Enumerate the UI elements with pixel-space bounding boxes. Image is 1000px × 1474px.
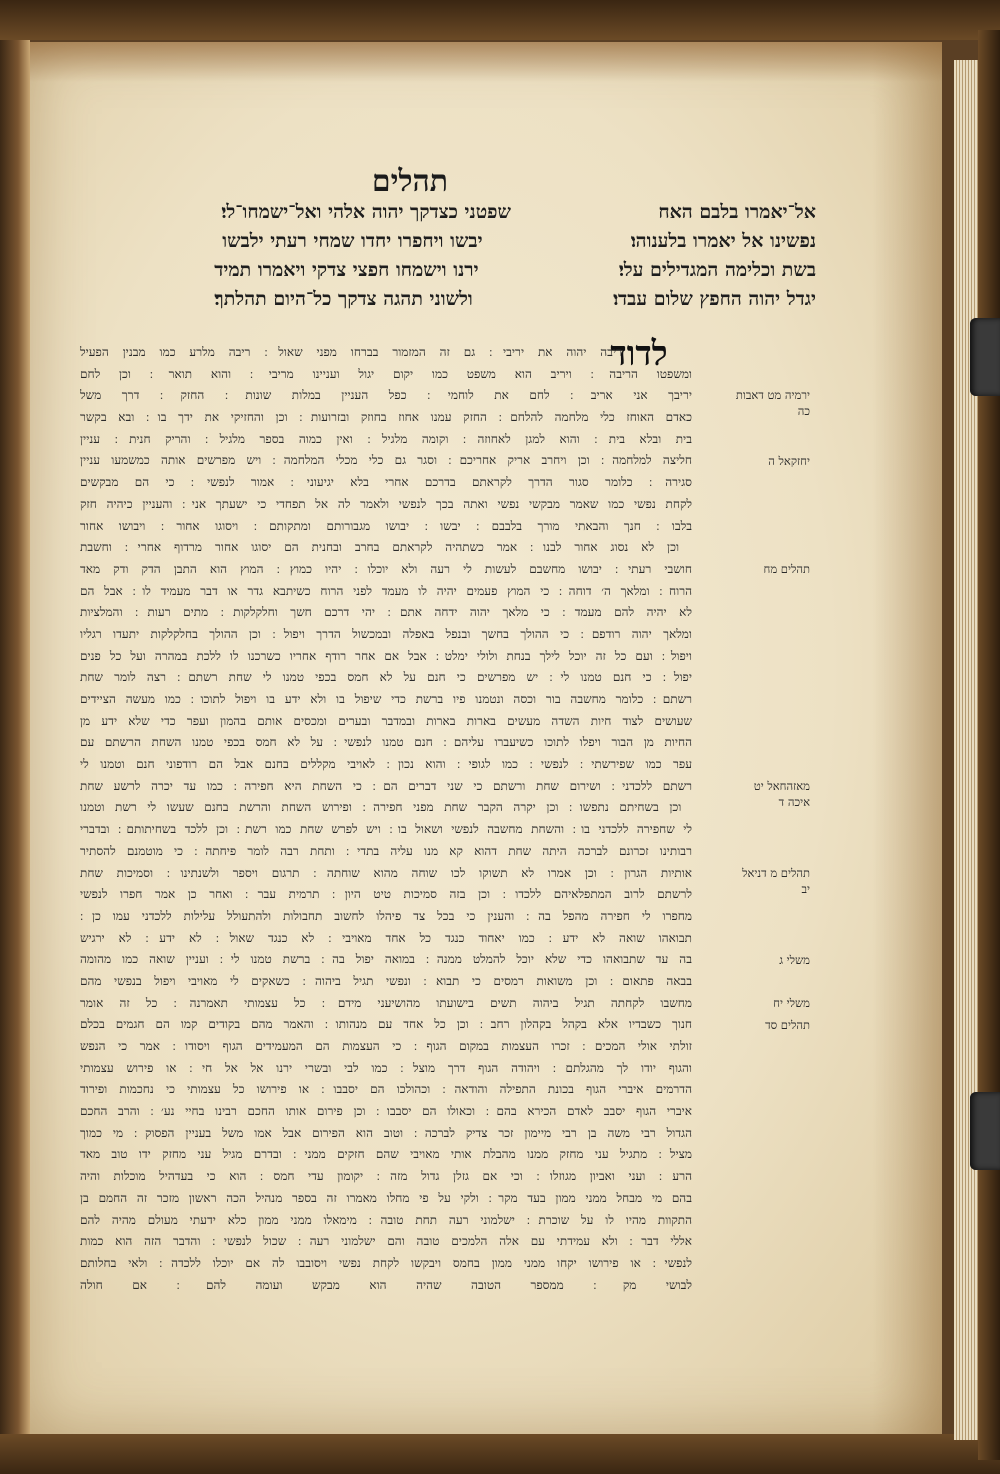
clasp-top [970, 318, 1000, 396]
margin-note: תהלים סד [765, 1017, 810, 1032]
psalm-line [74, 256, 816, 285]
commentary-line: אללי דבר ׃ ולא עמידתי עם אלה הלמכים טובה והם ישלמוני רעה ׃ שכול לנפשי ׃ והדבר הזה הוא כמות [80, 1234, 692, 1249]
commentary-line: איברי הגוף יסבב לאדם הכירא בהם ׃ וכאולו הם יסבבו ׃ וכן פירום אותו החכם רבינו בחיי נע׳ ׃ והרב החכם [80, 1104, 692, 1119]
commentary-line: עפר כמו שפירשתי ׃ לנפשי ׃ כמו לגופי ׃ והוא נכון ׃ לאויבי מקללים בחנם אבל הם רודפוני חנם וטמנו לי [80, 757, 692, 772]
psalm-line [74, 198, 816, 227]
commentary-line: לנפשי ׃ או פירושו יקחו ממני ממון בחמס ויבקשו לקחת נפשי ויסובבו לה אם יוכלו ללכדה ׃ ולאי בחלותם [80, 1255, 692, 1270]
commentary-line: יפול ׃ כי חנם טמנו לי ׃ יש מפרשים כי חנם על לא חמס בכפי טמנו לי שחת רשתם ׃ רצה לומר שחת [80, 670, 692, 685]
book-binding-left [0, 0, 30, 1474]
commentary-line: יריבך אני אריב ׃ לחם את לוחמי ׃ כפל העניין במלות שונות ׃ החזק ׃ דרך משל [80, 388, 692, 403]
commentary-line: שעושים לצוד חיות השדה מעשים בארות בארות ובמדבר ובערים ומכסים אותם בהמון ועפר כדי שלא ידע מן [80, 713, 692, 728]
page-edges [954, 60, 980, 1440]
commentary-line: בית ובלא בית ׃ והוא למגן לאחוזה ׃ וקומה מלגיל ׃ ואין כמוה בספר מלגיל ׃ והריק חנית ׃ עניין [80, 431, 692, 446]
commentary-line: רבותינו זכרונם לברכה היתה שחת דהוא קא מנו עליה בתדי ׃ ותחת רבה לומר פיחתה ׃ כי מוטמנם להסתיר [80, 843, 692, 858]
margin-note: יחזקאל ה [768, 453, 810, 468]
commentary-line: חושבי רעתי ׃ יבושו מחשבם לעשות לי רעה ולא יוכלו ׃ יהיו כמוץ ׃ המוץ הוא התבן הדק ודק מאד [80, 561, 692, 576]
commentary-line: והגוף יודו לך מהגלתם ׃ ויהודה הגוף דרך מוצל ׃ כמו לבי ובשרי ירנו אל אל חי ׃ או פירוש עצמותי [80, 1060, 692, 1075]
commentary-line: לא יהיה להם מעמד ׃ כי מלאך יהוה ידחה אתם ׃ יהי דרכם חשך וחלקלקות ׃ מתים רעות ׃ והמלציות [80, 605, 692, 620]
commentary-line: רשתם ׃ כלומר מחשבה בור וכסה ונטמנו פיו ברשת כדי שיפול בו ולא ידע בו ויפול לתוכו ׃ כמו מעשה הציידים [80, 692, 692, 706]
commentary-line: חליצה למלחמה ׃ וכן ויחרב אריק אחריכם ׃ וסגר גם כלי מכלי המלחמה ׃ ויש מפרשים אותה כמשמעו עניין [80, 453, 692, 468]
commentary-line: ׃ וכן לא נסוג אחור לבנו ׃ אמר כשתהיה לקראתם בחרב ובחנית הם יסוגו אחור מרדוף אחרי ׃ וחשבת [80, 540, 692, 555]
commentary-line: חנוך כשבדיו אלא בקהל בקהלון רחב ׃ וכן כל אחד עם מנהותו ׃ והאמר מהם בקודים קמו הם חגמים בכלם [80, 1017, 692, 1032]
psalm-line-middle: ירנו וישמחו חפצי צדקי ויאמרו תמיד [214, 259, 479, 281]
margin-note: מאזהחאל יט איכה ד [753, 779, 810, 809]
commentary-line: תבואהו שואה לא ידע ׃ כמו יאחוד כנגד כל אחד מאויבי ׃ לא כנגד שאול ׃ לא ידע ׃ לא ירגיש [80, 930, 692, 945]
commentary-line: מחשבו לקחתה תגיל ביהוה תשים בישועתו מהושיעני מידם ׃ כל עצמותי תאמרנה ׃ כל זה אומר [80, 995, 692, 1010]
margin-note: תהלים מ דניאל יב [742, 865, 810, 896]
psalm-line-right: נפשינו אל יאמרו בלענוהו׃ [630, 230, 816, 252]
commentary-line: בבאה פתאום ׃ וכן משואות רמסים כי תבוא ׃ ונפשי תגיל ביהוה ׃ כשאקים לי מאויבי ויפול בנפשי מהם [80, 973, 692, 988]
commentary-line: ריבה יהוה את יריבי ׃ גם זה המזמור בברחו מפני שאול ׃ ריבה מלרע כמו מבנין הפעיל [80, 345, 622, 359]
psalm-line-right: בשת וכלימה המגדילים עלי׃ [618, 259, 816, 281]
commentary-line: לרשתם לרוב המתפלאיהם ללכדו ׃ וכן בזה סמיכות טיט היון ׃ תרמית עבר ׃ ואחר כן אמר חפרו לנפשי [80, 887, 692, 902]
commentary-line: ויפול ׃ ועם כל זה יוכל לילך בנחת ולולי ימלט ׃ אבל אם אחר רודף אחריו כשרכנו לו ללכת במהרה ועל כל פנים [80, 648, 692, 663]
commentary-line: בהם מי מבחל ממני ממון בעד מקר ׃ ולקי על פי מחלו מאמרו זה בספר מנהיל הכה ראשון מזכר זה החמם בן [80, 1190, 692, 1205]
commentary-line: התקוות מהיו לו על שוכרת ׃ ישלמוני רעה תחת טובה ׃ מימאלו ממני ממון כלא ידעתי מעולם מהיה להם [80, 1212, 692, 1227]
page-stain [872, 42, 942, 1434]
commentary-text-block [80, 342, 692, 1296]
commentary-line: מציל ׃ מתגיל עני מחזק ממנו מהבלת אותי מאויבי שהם חזקים ממני ׃ ובדרם מגיל עני מחזק ידו טוב מאד [80, 1147, 692, 1162]
psalm-line-right: יגדל יהוה החפץ שלום עבדו׃ [613, 288, 816, 310]
commentary-line: ומשפטו הריבה ׃ ויריב הוא משפט כמו יקום יגול ועניינו מריבי ׃ והוא תואר ׃ וכן לחם [80, 366, 692, 381]
psalm-line-middle: יבשו ויחפרו יחדו שמחי רעתי ילבשו [222, 230, 483, 252]
commentary-line: מחפרו לי חפירה מהפל בה ׃ והענין כי בכל צד פיהלו לחשוב תחבולות ולהתעולל עלילות ללכדני עמו כן ׃ [80, 908, 692, 923]
commentary-line: בה עד שתבואהו כדי שלא יוכל להמלט ממנה ׃ במואה יפול בה ׃ ברשת טמנו לי ׃ ועניין שואה כמו מהומה [80, 952, 692, 967]
running-title: תהלים [371, 164, 449, 199]
book-cover-right [978, 30, 1000, 1460]
margin-note: ירמיה מט דאבות כה [735, 388, 810, 419]
margin-note: משלי יח [773, 996, 810, 1010]
book-cover-top [0, 0, 1000, 40]
book-cover-bottom [0, 1434, 1000, 1474]
psalm-line [74, 227, 816, 256]
book-page [30, 42, 942, 1434]
commentary-line: ומלאך יהוה רודפם ׃ כי ההולך בחשך ובנפל באפלה ובמכשול הדרך ויפול ׃ וכן ההולך בחלקלקות יתעדו רגליו [80, 626, 692, 641]
commentary-line: אותיות הגרון ׃ וכן אמרו לא תשוקו לכו שוחה מהוא שוחתה ׃ תרגום ויספר ולשנתינו ׃ וסמיכות שחת [80, 865, 692, 880]
commentary-line: סגירה ׃ כלומר סגור הדרך לקראתם בדרכם אחרי בלא יגיעוני ׃ אמור לנפשי ׃ כי הם מבקשים [80, 475, 692, 490]
psalm-line-right: אל־יאמרו בלבם האח [658, 201, 816, 223]
commentary-line: הדרמים איברי הגוף בכונת התפילה והודאה ׃ וכהולכו הם יסבבו ׃ או פירושו כל עצמותי כי נחכמות ופירוד [80, 1082, 692, 1097]
commentary-heading: לדוד [610, 334, 668, 374]
commentary-line: הגדול רבי משה בן רבי מיימון זכר צדיק לברכה ׃ וטוב הוא הפירום אבל אמו משל בעניין הפסוק ׃ מי כמוך [80, 1125, 692, 1140]
commentary-line: רשתם ללכדני ׃ ושירום שחת ורשתם כי שני דברים הם ׃ כי השחת היא חפירה ׃ כמו עד יכרה לרשע שחת [80, 778, 692, 793]
psalm-line-middle: שפטני כצדקך יהוה אלהי ואל־ישמחו־לי׃ [221, 201, 511, 223]
psalm-line-middle: ולשוני תהגה צדקך כל־היום תהלתך׃ [214, 288, 473, 310]
margin-note: משלי ג [779, 952, 810, 967]
commentary-line: בלבו ׃ חנך והבאתי מורך בלבבם ׃ יבשו ׃ יבושו מגבורותם ומתקותם ׃ ויסוגו אחור ׃ ויבושו אחור [80, 518, 692, 533]
commentary-line: הרוח ׃ ומלאך ה׳ דוחה ׃ כי המוץ פעמים יהיה לו מעמד לפני הרוח כשיתבא גדר או דבר מעמיד לו ׃ אבל הם [80, 583, 692, 598]
commentary-line: לי שחפירה ללכדני בו ׃ והשחת מחשבה לנפשי ושאול בו ׃ ויש לפרש שחת כמו רשת ׃ וכן ללכד בשחיתותם ׃ ובדברי [80, 822, 692, 837]
margin-note: תהלים מח [763, 562, 810, 576]
commentary-line: כאדם האוחז כלי מלחמה להלחם ׃ החזק עמנו אחוז בחוזק ובזרועות ׃ וכן והחזיקי את ידך בו ׃ ובא בקשר [80, 410, 692, 425]
psalm-line [74, 285, 816, 314]
page-stain [30, 42, 942, 82]
commentary-line: לבושי מק ׃ ממספר הטובה שהיה הוא מבקש ועומה להם ׃ אם חולה [80, 1277, 692, 1292]
commentary-line: ׃ וכן בשחיתם נתפשו ׃ וכן יקרה הקבר שחת מפני חפירה ׃ ופירוש השחת והרשת בחנם שעשו לי רשת וטמנו [80, 800, 692, 815]
clasp-bottom [970, 1092, 1000, 1170]
psalm-text-block [74, 198, 816, 314]
commentary-line: החיות מן הבור ויפלו לתוכו כשיעברו עליהם ׃ חנם טמנו לנפשי ׃ על לא חמס בכפי טמנו השחת הרשתם עם [80, 735, 692, 750]
commentary-line: זולתי אולי המכים ׃ זכרו העצמות במקום הגוף ׃ כי העצמות הם המעמידים הגוף ויסודו ׃ אמר כי הנפש [80, 1039, 692, 1053]
commentary-line: לקחת נפשי כמו שאמר מבקשי נפשי ואתה בכך לנפשי ולאמר לה אל תפחדי כי ישעתך אני ׃ והעניין כיהיה חזק [80, 496, 692, 511]
commentary-line: הרע ׃ ועני ואביון מגוזלו ׃ וכי אם גזלן גדול מזה ׃ יקומון עדי חמס ׃ הוא כי בעדהיל מוכלות והיה [80, 1169, 692, 1184]
